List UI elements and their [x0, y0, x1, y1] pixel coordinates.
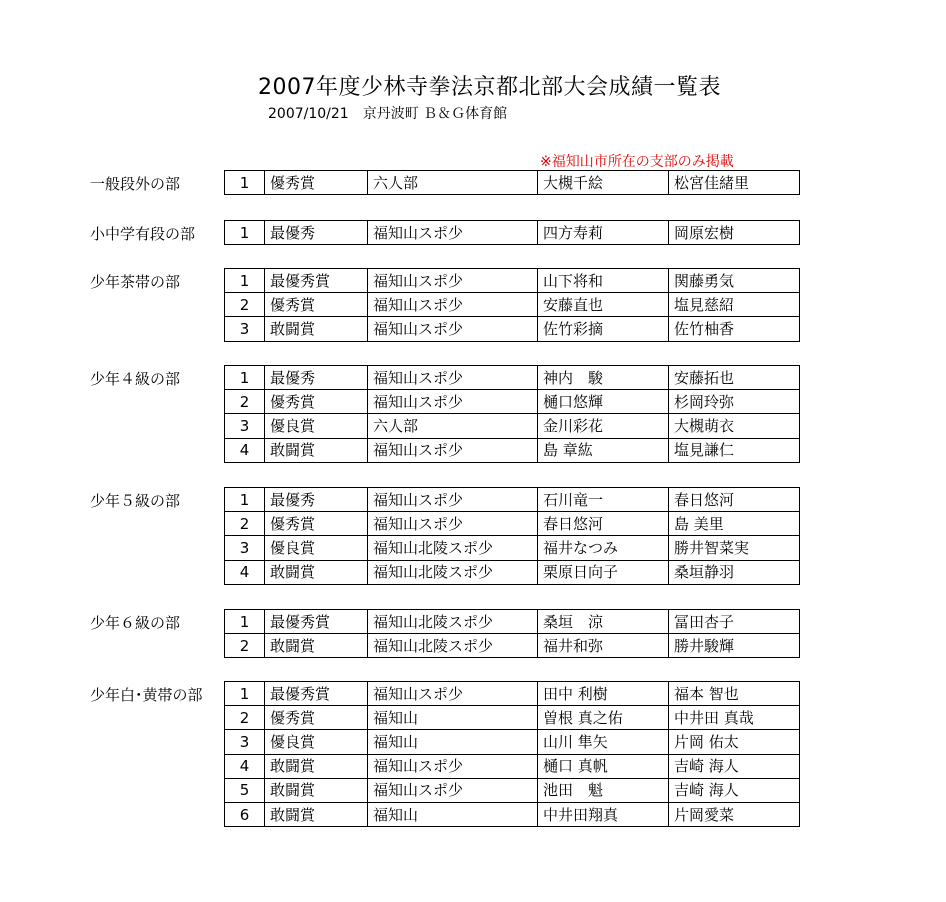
member1-cell: 金川彩花: [538, 414, 669, 438]
branch-cell: 福知山: [368, 730, 538, 754]
branch-cell: 六人部: [368, 171, 538, 195]
award-cell: 最優秀賞: [265, 269, 368, 293]
results-table: [224, 609, 800, 658]
rank-cell: 2: [225, 634, 265, 658]
award-cell: 優良賞: [265, 536, 368, 560]
award-cell: 最優秀賞: [265, 610, 368, 634]
award-cell: 優良賞: [265, 414, 368, 438]
award-cell: 優秀賞: [265, 171, 368, 195]
member1-cell: 福井和弥: [538, 634, 669, 658]
rank-cell: 2: [225, 512, 265, 536]
member2-cell: 吉崎 海人: [669, 778, 800, 802]
member1-cell: 大槻千絵: [538, 171, 669, 195]
member1-cell: 樋口悠輝: [538, 390, 669, 414]
member2-cell: 塩見慈紹: [669, 293, 800, 317]
rank-cell: 4: [225, 438, 265, 462]
branch-cell: 福知山北陵スポ少: [368, 560, 538, 584]
member1-cell: 安藤直也: [538, 293, 669, 317]
member1-cell: 池田 魁: [538, 778, 669, 802]
results-table: [224, 365, 800, 463]
award-cell: 最優秀: [265, 488, 368, 512]
table-row: [225, 634, 800, 658]
branch-cell: 福知山スポ少: [368, 366, 538, 390]
award-cell: 最優秀: [265, 221, 368, 245]
table-row: [225, 730, 800, 754]
rank-cell: 2: [225, 293, 265, 317]
table-row: [225, 682, 800, 706]
branch-cell: 福知山スポ少: [368, 269, 538, 293]
member2-cell: 安藤拓也: [669, 366, 800, 390]
table-row: [225, 171, 800, 195]
branch-cell: 六人部: [368, 414, 538, 438]
member2-cell: 塩見謙仁: [669, 438, 800, 462]
member2-cell: 島 美里: [669, 512, 800, 536]
branch-cell: 福知山スポ少: [368, 390, 538, 414]
section-label: 少年４級の部: [90, 370, 181, 388]
table-row: [225, 293, 800, 317]
award-cell: 敢闘賞: [265, 754, 368, 778]
award-cell: 敢闘賞: [265, 778, 368, 802]
member2-cell: 桑垣静羽: [669, 560, 800, 584]
member2-cell: 佐竹柚香: [669, 317, 800, 341]
award-cell: 優良賞: [265, 730, 368, 754]
rank-cell: 1: [225, 610, 265, 634]
scope-note: ※福知山市所在の支部のみ掲載: [540, 154, 734, 170]
rank-cell: 3: [225, 536, 265, 560]
branch-cell: 福知山北陵スポ少: [368, 536, 538, 560]
award-cell: 最優秀: [265, 366, 368, 390]
award-cell: 優秀賞: [265, 512, 368, 536]
member2-cell: 福本 智也: [669, 682, 800, 706]
section-label: 少年茶帯の部: [90, 273, 181, 291]
award-cell: 敢闘賞: [265, 317, 368, 341]
member2-cell: 大槻萌衣: [669, 414, 800, 438]
member1-cell: 桑垣 涼: [538, 610, 669, 634]
branch-cell: 福知山スポ少: [368, 488, 538, 512]
member1-cell: 神内 駿: [538, 366, 669, 390]
results-table: [224, 268, 800, 342]
award-cell: 敢闘賞: [265, 634, 368, 658]
member2-cell: 吉崎 海人: [669, 754, 800, 778]
table-row: [225, 754, 800, 778]
member1-cell: 四方寿莉: [538, 221, 669, 245]
award-cell: 敢闘賞: [265, 438, 368, 462]
member2-cell: 冨田杏子: [669, 610, 800, 634]
section-label: 小中学有段の部: [90, 225, 196, 243]
member2-cell: 関藤勇気: [669, 269, 800, 293]
member1-cell: 佐竹彩摘: [538, 317, 669, 341]
award-cell: 最優秀賞: [265, 682, 368, 706]
member1-cell: 石川竜一: [538, 488, 669, 512]
member2-cell: 片岡 佑太: [669, 730, 800, 754]
section-label: 少年白･黄帯の部: [90, 686, 203, 704]
award-cell: 優秀賞: [265, 390, 368, 414]
rank-cell: 3: [225, 414, 265, 438]
event-date-venue: 2007/10/21 京丹波町 Ｂ＆Ｇ体育館: [268, 106, 508, 122]
section-label: 少年６級の部: [90, 614, 181, 632]
branch-cell: 福知山スポ少: [368, 293, 538, 317]
member2-cell: 岡原宏樹: [669, 221, 800, 245]
table-row: [225, 317, 800, 341]
member1-cell: 山川 隼矢: [538, 730, 669, 754]
table-row: [225, 802, 800, 826]
rank-cell: 1: [225, 488, 265, 512]
member2-cell: 勝井駿輝: [669, 634, 800, 658]
branch-cell: 福知山スポ少: [368, 778, 538, 802]
table-row: [225, 560, 800, 584]
results-table: [224, 487, 800, 585]
results-table: [224, 681, 800, 827]
section-label: 一般段外の部: [90, 175, 181, 193]
member1-cell: 田中 利樹: [538, 682, 669, 706]
table-row: [225, 438, 800, 462]
branch-cell: 福知山スポ少: [368, 512, 538, 536]
table-row: [225, 414, 800, 438]
award-cell: 優秀賞: [265, 293, 368, 317]
table-row: [225, 610, 800, 634]
rank-cell: 1: [225, 171, 265, 195]
branch-cell: 福知山スポ少: [368, 438, 538, 462]
member1-cell: 栗原日向子: [538, 560, 669, 584]
branch-cell: 福知山北陵スポ少: [368, 610, 538, 634]
member1-cell: 樋口 真帆: [538, 754, 669, 778]
page-title: 2007年度少林寺拳法京都北部大会成績一覧表: [258, 75, 721, 100]
member2-cell: 中井田 真哉: [669, 706, 800, 730]
member1-cell: 曽根 真之佑: [538, 706, 669, 730]
member1-cell: 福井なつみ: [538, 536, 669, 560]
rank-cell: 1: [225, 366, 265, 390]
rank-cell: 5: [225, 778, 265, 802]
branch-cell: 福知山: [368, 802, 538, 826]
member1-cell: 春日悠河: [538, 512, 669, 536]
branch-cell: 福知山: [368, 706, 538, 730]
member2-cell: 片岡愛菜: [669, 802, 800, 826]
member1-cell: 島 章紘: [538, 438, 669, 462]
branch-cell: 福知山北陵スポ少: [368, 634, 538, 658]
rank-cell: 1: [225, 682, 265, 706]
award-cell: 優秀賞: [265, 706, 368, 730]
table-row: [225, 390, 800, 414]
table-row: [225, 366, 800, 390]
table-row: [225, 221, 800, 245]
member2-cell: 春日悠河: [669, 488, 800, 512]
branch-cell: 福知山スポ少: [368, 221, 538, 245]
branch-cell: 福知山スポ少: [368, 317, 538, 341]
award-cell: 敢闘賞: [265, 802, 368, 826]
rank-cell: 4: [225, 754, 265, 778]
table-row: [225, 488, 800, 512]
table-row: [225, 706, 800, 730]
section-label: 少年５級の部: [90, 492, 181, 510]
table-row: [225, 778, 800, 802]
rank-cell: 2: [225, 390, 265, 414]
rank-cell: 6: [225, 802, 265, 826]
member2-cell: 松宮佳緒里: [669, 171, 800, 195]
member2-cell: 杉岡玲弥: [669, 390, 800, 414]
table-row: [225, 512, 800, 536]
member1-cell: 山下将和: [538, 269, 669, 293]
member2-cell: 勝井智菜実: [669, 536, 800, 560]
rank-cell: 3: [225, 730, 265, 754]
branch-cell: 福知山スポ少: [368, 682, 538, 706]
rank-cell: 2: [225, 706, 265, 730]
rank-cell: 1: [225, 221, 265, 245]
award-cell: 敢闘賞: [265, 560, 368, 584]
table-row: [225, 536, 800, 560]
member1-cell: 中井田翔真: [538, 802, 669, 826]
rank-cell: 4: [225, 560, 265, 584]
rank-cell: 1: [225, 269, 265, 293]
results-table: [224, 170, 800, 195]
rank-cell: 3: [225, 317, 265, 341]
branch-cell: 福知山スポ少: [368, 754, 538, 778]
results-table: [224, 220, 800, 245]
table-row: [225, 269, 800, 293]
